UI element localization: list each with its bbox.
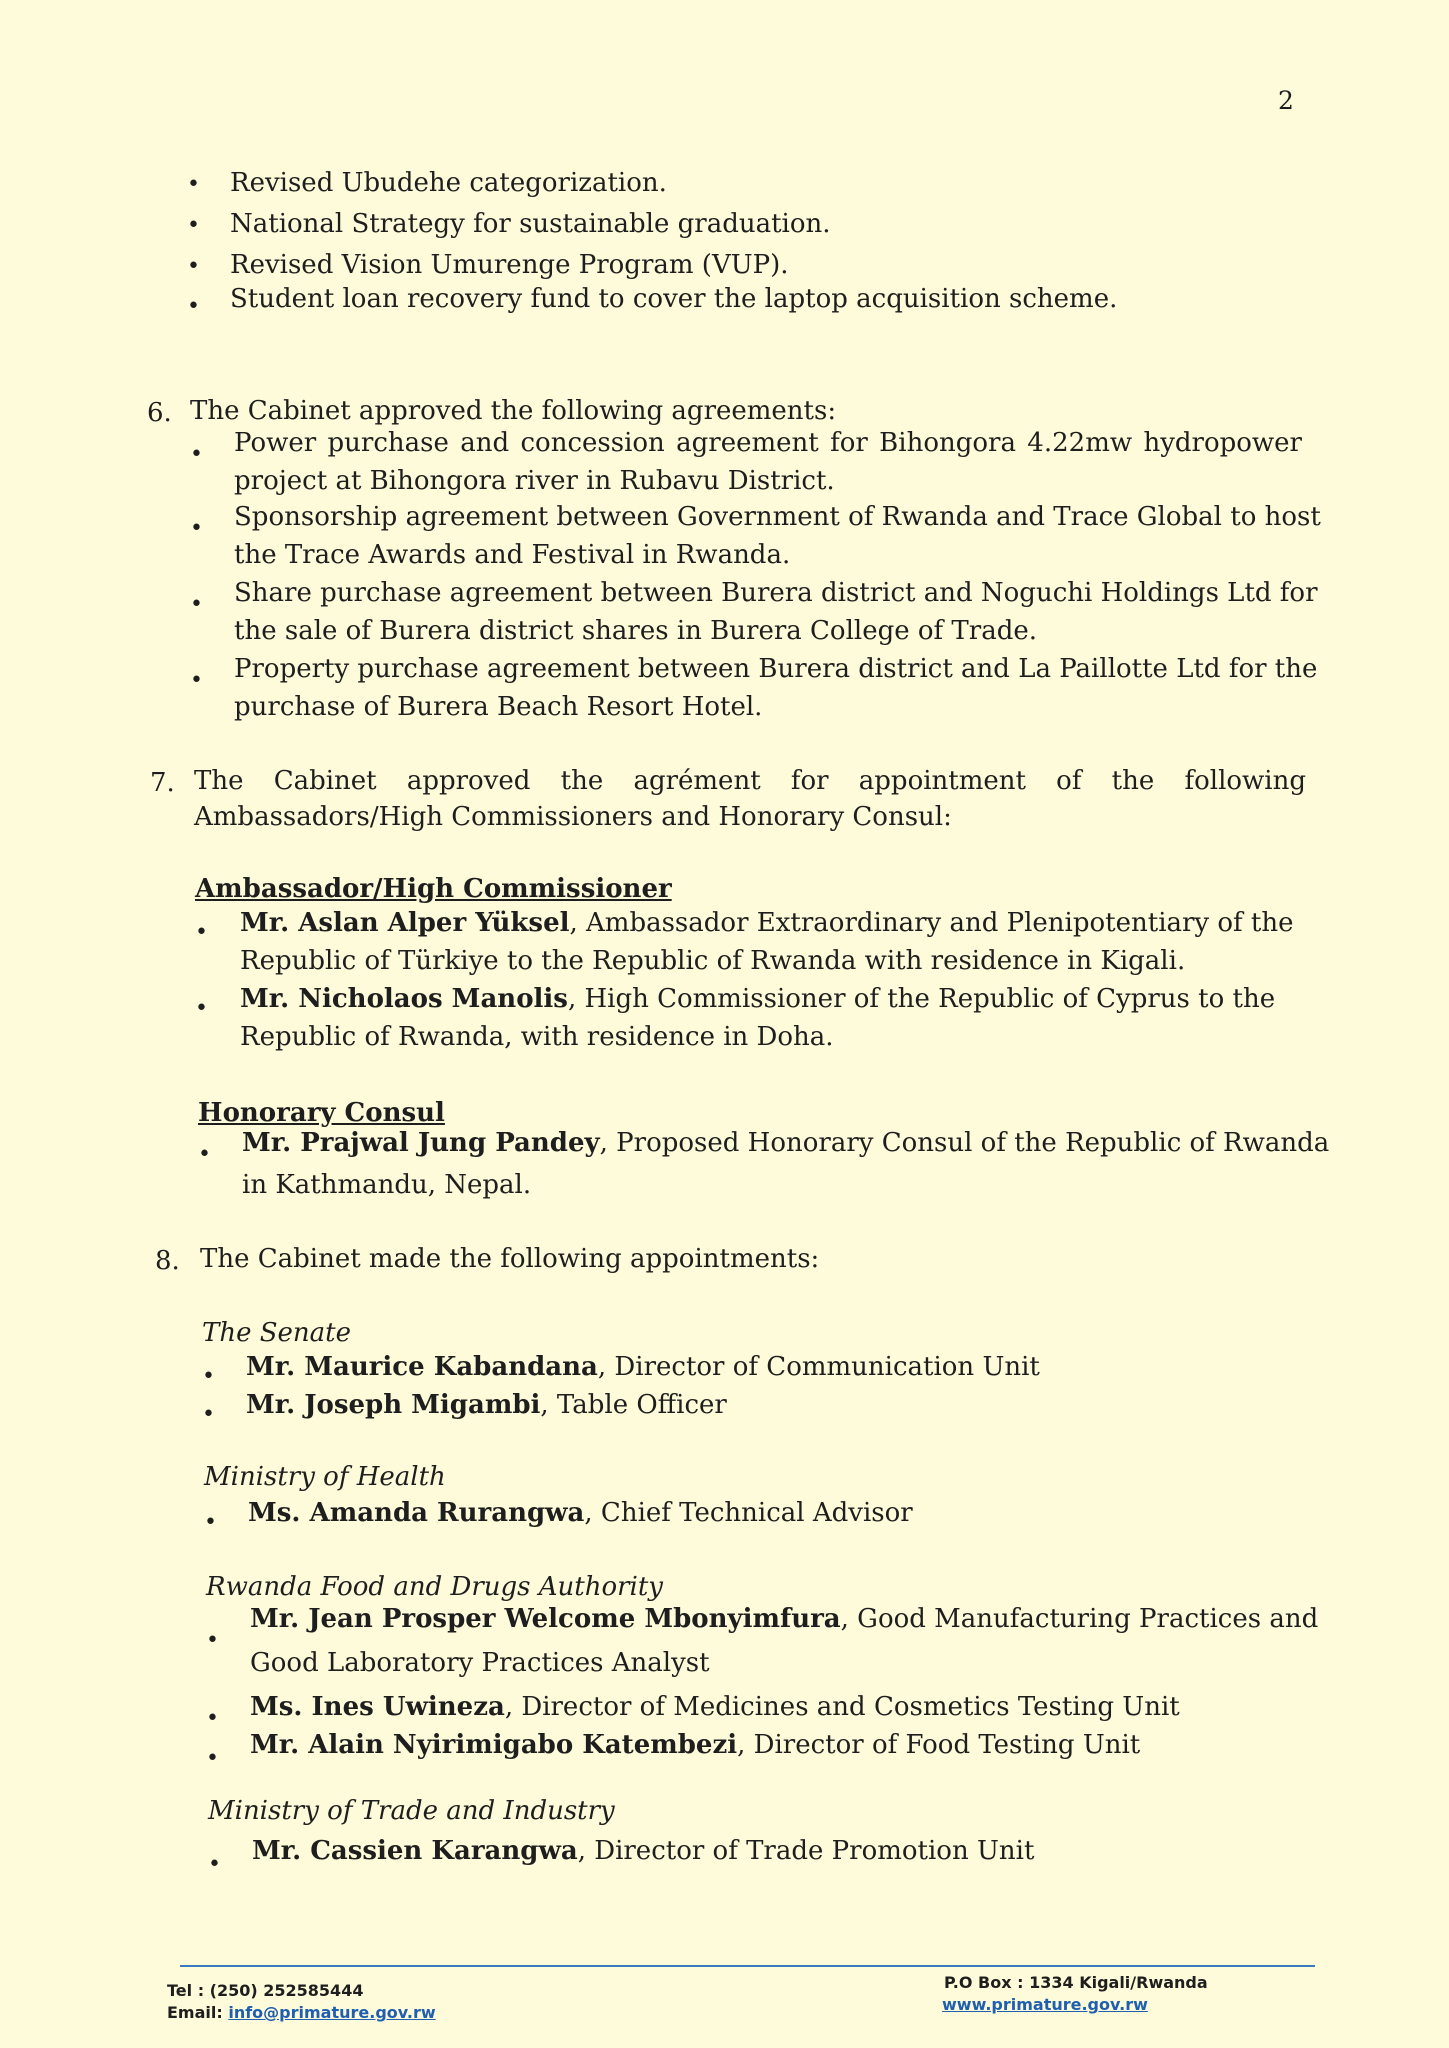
item-text: The Cabinet made the following appointments: xyxy=(200,1244,820,1274)
bullet-icon xyxy=(202,1358,215,1394)
bullet-icon xyxy=(190,436,203,472)
bullet-icon xyxy=(206,1740,219,1776)
person-name: Mr. Nicholaos Manolis xyxy=(240,984,568,1014)
person-title: , Director of Communication Unit xyxy=(597,1352,1040,1382)
person-name: Mr. Prajwal Jung Pandey xyxy=(242,1128,600,1158)
person-title: , Table Officer xyxy=(540,1390,727,1420)
list-item-cont: project at Bihongora river in Rubavu District. xyxy=(234,466,835,496)
bullet-icon xyxy=(195,990,208,1026)
page-number: 2 xyxy=(1278,86,1294,115)
bullet-icon xyxy=(190,586,203,622)
bullet-icon xyxy=(190,662,203,698)
footer-tel: Tel : (250) 252585444 xyxy=(167,1981,364,2000)
list-item-cont: Good Laboratory Practices Analyst xyxy=(250,1648,710,1678)
footer-email-label: Email: xyxy=(167,2003,229,2022)
list-item xyxy=(250,1690,1180,1724)
list-item: Property purchase agreement between Burera district and La Paillotte Ltd for the xyxy=(234,654,1318,684)
section-subheading: The Senate xyxy=(202,1318,352,1348)
person-name: Ms. Ines Uwineza xyxy=(250,1692,505,1722)
item-number: 6. xyxy=(147,398,172,428)
list-item-cont: Republic of Rwanda, with residence in Doha. xyxy=(240,1022,834,1052)
person-name: Mr. Alain Nyirimigabo Katembezi xyxy=(250,1730,738,1760)
bullet-icon xyxy=(206,1700,219,1736)
bullet-icon xyxy=(204,1504,217,1540)
bullet-icon xyxy=(190,510,203,546)
list-item: National Strategy for sustainable graduation. xyxy=(230,209,831,239)
bullet-icon xyxy=(208,1846,221,1882)
bullet-icon xyxy=(195,914,208,950)
person-title: , Director of Medicines and Cosmetics Testing Unit xyxy=(504,1692,1180,1722)
list-item xyxy=(250,1602,1318,1636)
list-item-cont: the Trace Awards and Festival in Rwanda. xyxy=(234,540,791,570)
list-item: Sponsorship agreement between Government of Rwanda and Trace Global to host xyxy=(234,502,1321,532)
item-number: 7. xyxy=(150,768,175,798)
list-item xyxy=(250,1728,1140,1762)
person-name: Mr. Maurice Kabandana xyxy=(246,1352,598,1382)
website-link[interactable] xyxy=(942,1994,1148,2016)
list-item xyxy=(240,906,1306,940)
list-item-cont: purchase of Burera Beach Resort Hotel. xyxy=(234,692,763,722)
list-item xyxy=(246,1350,1040,1384)
list-item xyxy=(248,1496,913,1530)
footer-email xyxy=(167,2002,436,2024)
bullet-icon xyxy=(206,1622,219,1658)
section-subheading: Ministry of Trade and Industry xyxy=(208,1796,615,1826)
person-name: Mr. Jean Prosper Welcome Mbonyimfura xyxy=(250,1604,841,1634)
email-link[interactable]: info@primature.gov.rw xyxy=(228,2003,436,2022)
list-item: Student loan recovery fund to cover the laptop acquisition scheme. xyxy=(230,284,1118,314)
section-heading: Honorary Consul xyxy=(198,1098,445,1128)
person-title: , Ambassador Extraordinary and Plenipotentiary of the xyxy=(569,908,1294,938)
person-name: Mr. Cassien Karangwa xyxy=(252,1836,578,1866)
person-name: Mr. Aslan Alper Yüksel xyxy=(240,908,570,938)
person-name: Ms. Amanda Rurangwa xyxy=(248,1498,585,1528)
person-name: Mr. Joseph Migambi xyxy=(246,1390,541,1420)
item-text: The Cabinet approved the following agreements: xyxy=(190,396,837,426)
list-item: Revised Ubudehe categorization. xyxy=(230,168,667,198)
person-title: , Good Manufacturing Practices and xyxy=(840,1604,1319,1634)
section-heading: Ambassador/High Commissioner xyxy=(195,874,672,904)
bullet-icon xyxy=(198,1136,211,1172)
footer-divider xyxy=(180,1965,1315,1967)
list-item-cont: Republic of Türkiye to the Republic of Rwanda with residence in Kigali. xyxy=(240,946,1186,976)
list-item-cont: the sale of Burera district shares in Burera College of Trade. xyxy=(234,616,1037,646)
list-item xyxy=(246,1388,727,1422)
person-title: , Director of Food Testing Unit xyxy=(737,1730,1141,1760)
section-subheading: Rwanda Food and Drugs Authority xyxy=(206,1572,663,1602)
list-item: Share purchase agreement between Burera district and Noguchi Holdings Ltd for xyxy=(234,578,1318,608)
person-title: , High Commissioner of the Republic of Cyprus to the xyxy=(567,984,1276,1014)
footer-pobox: P.O Box : 1334 Kigali/Rwanda xyxy=(944,1973,1208,1992)
list-item: Power purchase and concession agreement for Bihongora 4.22mw hydropower xyxy=(234,428,1302,458)
list-item xyxy=(240,982,1275,1016)
item-text: The Cabinet approved the agrément for appointment of the following xyxy=(194,766,1306,796)
list-item-cont: in Kathmandu, Nepal. xyxy=(242,1170,532,1200)
bullet-icon xyxy=(187,166,200,202)
item-number: 8. xyxy=(155,1246,180,1276)
list-item xyxy=(252,1834,1034,1868)
person-title: , Director of Trade Promotion Unit xyxy=(577,1836,1035,1866)
list-item xyxy=(242,1126,1329,1160)
person-title: , Chief Technical Advisor xyxy=(584,1498,913,1528)
item-text-cont: Ambassadors/High Commissioners and Honorary Consul: xyxy=(194,802,952,832)
section-subheading: Ministry of Health xyxy=(204,1462,446,1492)
bullet-icon xyxy=(187,288,200,324)
website-link-text[interactable]: www.primature.gov.rw xyxy=(942,1995,1148,2014)
bullet-icon xyxy=(187,248,200,284)
list-item: Revised Vision Umurenge Program (VUP). xyxy=(230,250,789,280)
person-title: , Proposed Honorary Consul of the Republic of Rwanda xyxy=(599,1128,1330,1158)
bullet-icon xyxy=(202,1396,215,1432)
bullet-icon xyxy=(187,207,200,243)
